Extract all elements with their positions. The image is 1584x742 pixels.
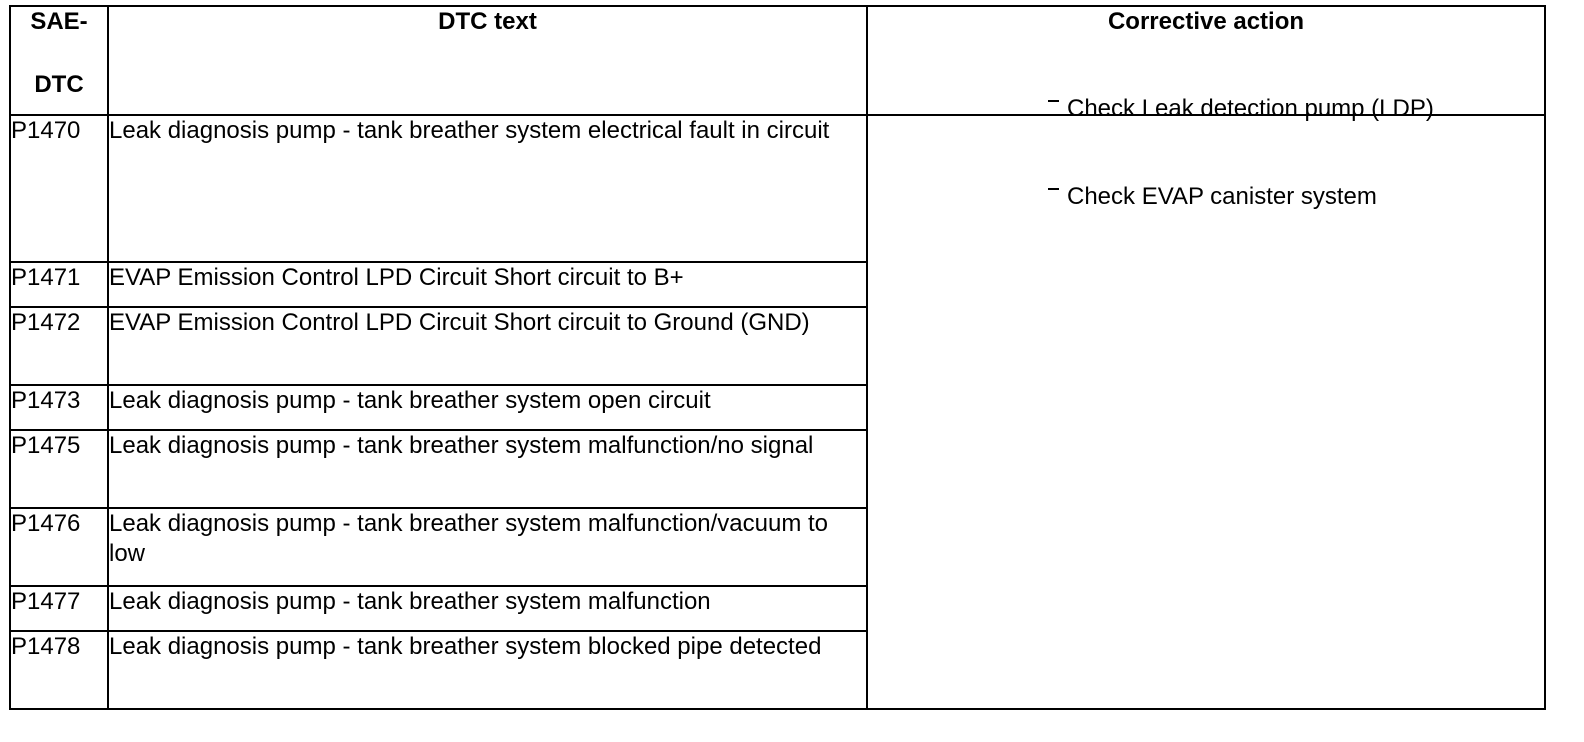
- dtc-text-cell: EVAP Emission Control LPD Circuit Short circuit to B+: [108, 262, 867, 307]
- dtc-text-cell: Leak diagnosis pump - tank breather system electrical fault in circuit: [108, 115, 867, 262]
- header-dtc-label: DTC: [34, 71, 84, 98]
- dtc-code-cell: P1471: [10, 262, 108, 307]
- dtc-text-cell: Leak diagnosis pump - tank breather system blocked pipe detected: [108, 631, 867, 709]
- corrective-action-list: [1048, 94, 1544, 212]
- dash-bullet-icon: [1048, 188, 1059, 190]
- dtc-text-cell: Leak diagnosis pump - tank breather system open circuit: [108, 385, 867, 430]
- dtc-text-cell: Leak diagnosis pump - tank breather system malfunction: [108, 586, 867, 631]
- dtc-code-cell: P1478: [10, 631, 108, 709]
- dtc-code-cell: P1475: [10, 430, 108, 508]
- dtc-code-cell: P1472: [10, 307, 108, 385]
- dtc-code-cell: P1473: [10, 385, 108, 430]
- dtc-code-cell: P1476: [10, 508, 108, 586]
- dash-bullet-icon: [1048, 100, 1059, 102]
- table-row: [10, 115, 1545, 262]
- column-header-corrective-action: Corrective action: [867, 6, 1545, 115]
- header-sae-label: SAE-: [30, 8, 88, 35]
- list-item: [1048, 182, 1544, 212]
- list-item: [1048, 94, 1544, 124]
- column-header-sae-dtc: [10, 6, 108, 115]
- dtc-code-cell: P1477: [10, 586, 108, 631]
- corrective-action-text: Check EVAP canister system: [1067, 183, 1377, 210]
- corrective-action-text: Check Leak detection pump (LDP): [1067, 95, 1434, 122]
- dtc-text-cell: Leak diagnosis pump - tank breather system malfunction/no signal: [108, 430, 867, 508]
- column-header-dtc-text: DTC text: [108, 6, 867, 115]
- corrective-action-cell: [867, 95, 1545, 709]
- dtc-text-cell: Leak diagnosis pump - tank breather system malfunction/vacuum to low: [108, 508, 867, 586]
- dtc-code-cell: P1470: [10, 115, 108, 262]
- dtc-text-cell: EVAP Emission Control LPD Circuit Short circuit to Ground (GND): [108, 307, 867, 385]
- dtc-table: [9, 5, 1546, 710]
